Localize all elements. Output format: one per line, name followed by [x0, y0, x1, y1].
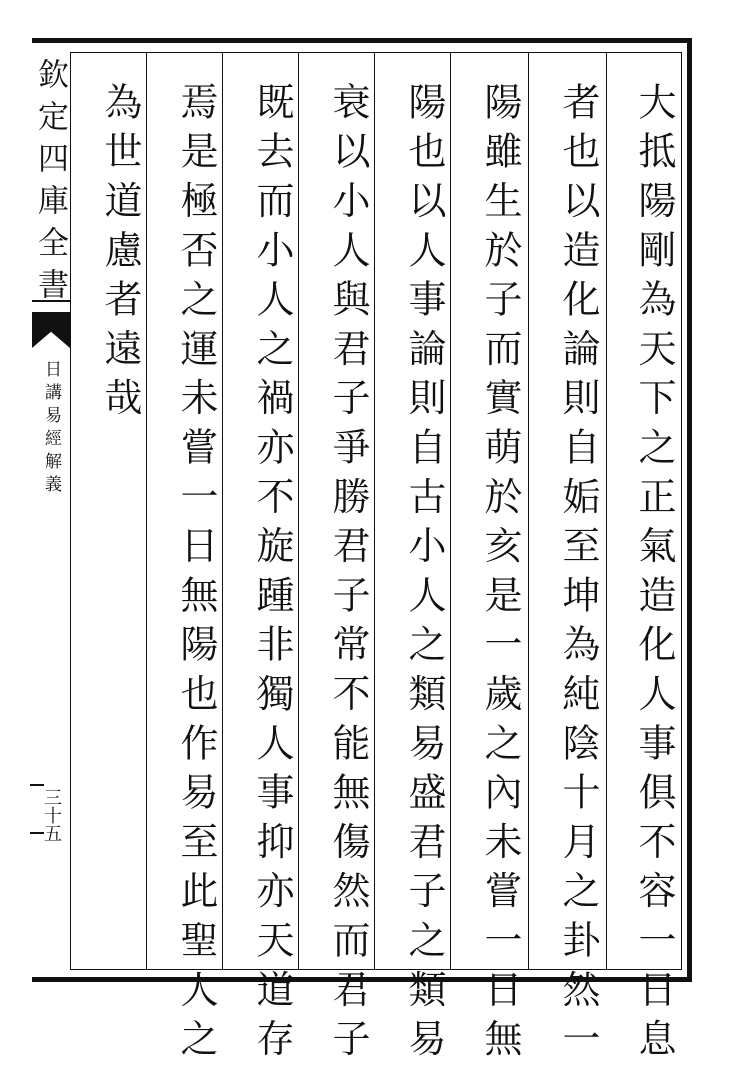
- text-column-3: 陽雖生於子而實萌於亥是一歲之內未嘗一日無: [478, 82, 522, 1068]
- page-number-rule: [30, 784, 44, 786]
- text-column-5: 衰以小人與君子爭勝君子常不能無傷然而君子: [326, 82, 370, 1068]
- text-column-2: 者也以造化論則自姤至坤為純陰十月之卦然一: [556, 82, 600, 1068]
- text-column-7: 焉是極否之運未嘗一日無陽也作易至此聖人之: [174, 82, 218, 1068]
- text-column-6: 既去而小人之禍亦不旋踵非獨人事抑亦天道存: [250, 82, 294, 1068]
- collection-title: 欽定四庫全書: [32, 58, 68, 310]
- text-column-1: 大抵陽剛為天下之正氣造化人事俱不容一日息: [632, 82, 676, 1068]
- text-column-8: 為世道慮者遠哉: [98, 82, 142, 428]
- text-column-4: 陽也以人事論則自古小人之類易盛君子之類易: [402, 82, 446, 1068]
- page-number: 三十五: [41, 788, 62, 842]
- fishtail-rule: [32, 300, 70, 302]
- page-number-rule: [30, 832, 44, 834]
- book-title: 日講易經解義: [41, 360, 61, 498]
